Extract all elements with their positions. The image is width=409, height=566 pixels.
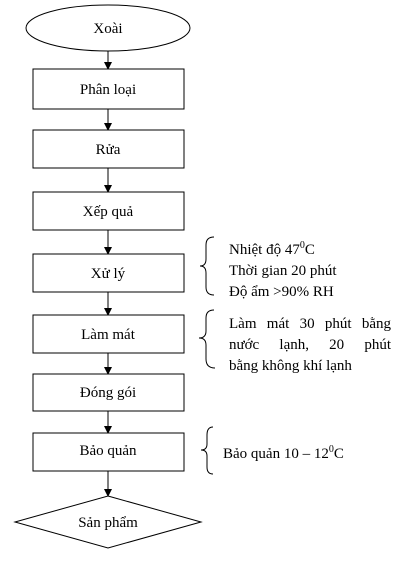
start-label: Xoài — [93, 21, 123, 37]
note-treat-temp-text: Nhiệt độ 47 — [229, 242, 300, 258]
brace-store — [201, 427, 213, 474]
note-treat-time: Thời gian 20 phút — [229, 263, 337, 279]
note-cool-line1: Làm mát 30 phút bằng — [229, 316, 391, 332]
note-store-unit: C — [333, 446, 344, 462]
note-cool-line2: nước lạnh, 20 phút — [229, 337, 391, 353]
note-cool — [229, 314, 391, 377]
note-cool-line3: bằng không khí lạnh — [229, 358, 352, 374]
note-treat — [229, 235, 337, 303]
note-treat-temperature — [229, 235, 337, 261]
brace-cool — [199, 310, 215, 368]
step-label-store: Bảo quản — [79, 443, 137, 459]
note-store-sup: 0 — [328, 444, 334, 455]
product-label: Sản phẩm — [78, 515, 138, 531]
note-store — [223, 439, 344, 465]
step-label-cool: Làm mát — [81, 327, 135, 343]
brace-treat — [200, 237, 214, 295]
note-treat-temp-unit: C — [304, 242, 315, 258]
step-label-pack: Đóng gói — [79, 385, 137, 401]
step-label-treat: Xử lý — [90, 266, 126, 282]
note-treat-humidity: Độ ẩm >90% RH — [229, 284, 334, 300]
note-store-temperature — [223, 439, 344, 465]
note-store-text: Bảo quản 10 – 12 — [223, 446, 329, 462]
step-label-wash: Rửa — [95, 142, 121, 158]
note-treat-temp-sup: 0 — [299, 240, 305, 251]
step-label-sort: Phân loại — [79, 82, 137, 98]
step-label-arrange: Xếp quả — [82, 204, 134, 220]
